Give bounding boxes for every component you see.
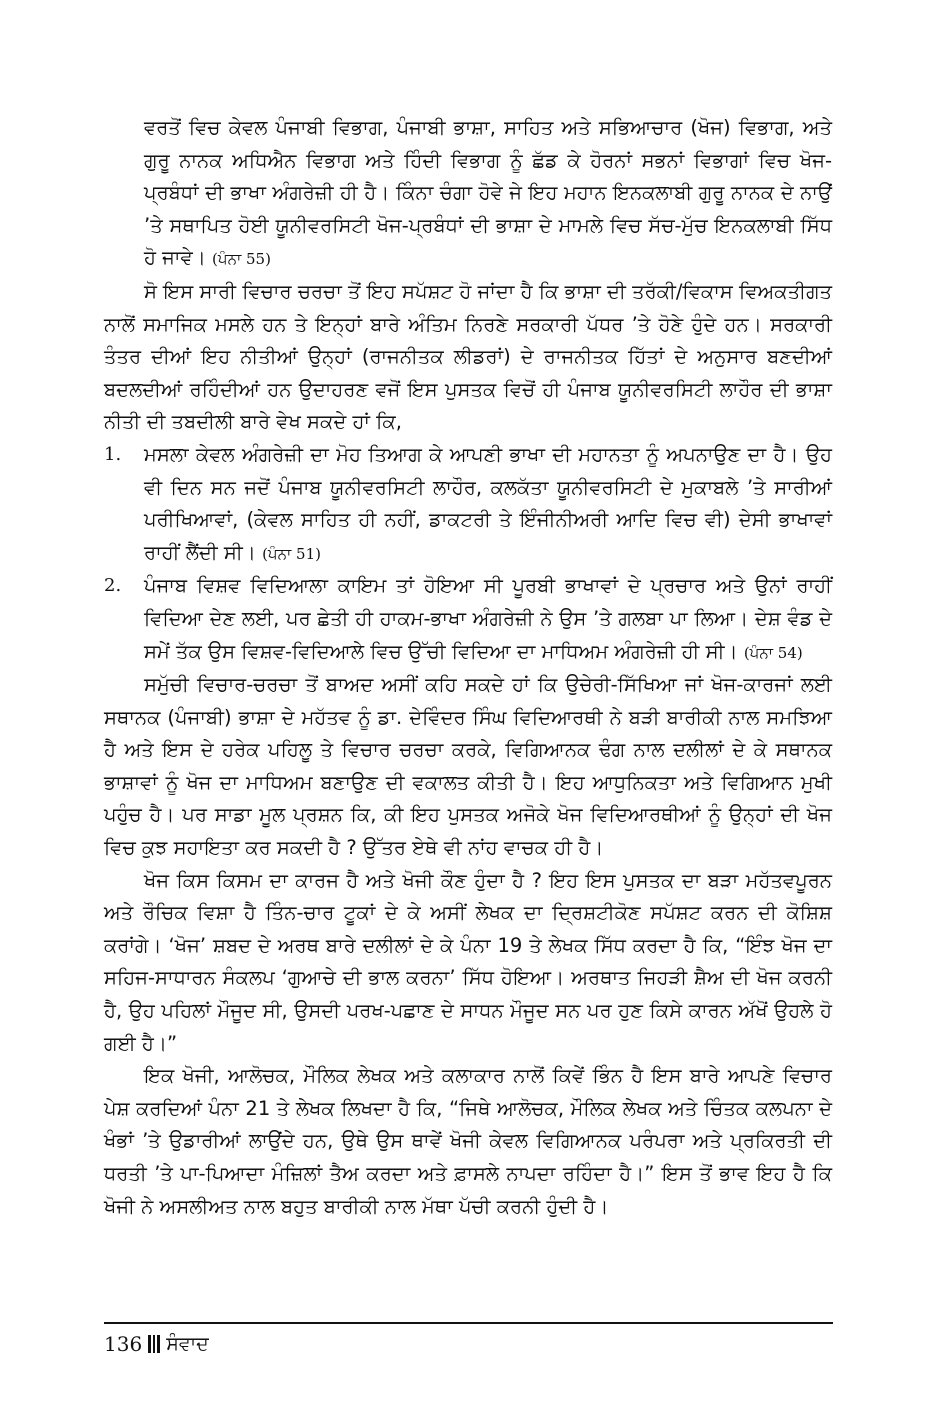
paragraph: ਇਕ ਖੋਜੀ, ਆਲੋਚਕ, ਮੌਲਿਕ ਲੇਖਕ ਅਤੇ ਕਲਾਕਾਰ ਨਾਲੋਂ ਕਿਵੇਂ ਭਿੰਨ ਹੈ ਇਸ ਬਾਰੇ ਆਪਣੇ ਵਿਚਾਰ ਪੇਸ਼ ਕਰਦਿਆਂ ਪੰਨਾ 21 ਤੇ ਲੇਖਕ ਲਿਖਦਾ ਹੈ ਕਿ, “ਜਿਥੇ ਆਲੋਚਕ, ਮੌਲਿਕ ਲੇਖਕ ਅਤੇ ਚਿੰਤਕ ਕਲਪਨਾ ਦੇ ਖੰਭਾਂ ’ਤੇ ਉਡਾਰੀਆਂ ਲਾਉਂਦੇ ਹਨ, ਉਥੇ ਉਸ ਥਾਵੇਂ ਖੋਜੀ ਕੇਵਲ ਵਿਗਿਆਨਕ ਪਰੰਪਰਾ ਅਤੇ ਪ੍ਰਕਿਰਤੀ ਦੀ ਧਰਤੀ ’ਤੇ ਪਾ-ਪਿਆਦਾ ਮੰਜ਼ਿਲਾਂ ਤੈਅ ਕਰਦਾ ਅਤੇ ਫ਼ਾਸਲੇ ਨਾਪਦਾ ਰਹਿੰਦਾ ਹੈ।” ਇਸ ਤੋਂ ਭਾਵ ਇਹ ਹੈ ਕਿ ਖੋਜੀ ਨੇ ਅਸਲੀਅਤ ਨਾਲ ਬਹੁਤ ਬਾਰੀਕੀ ਨਾਲ ਮੱਥਾ ਪੱਚੀ ਕਰਨੀ ਹੁੰਦੀ ਹੈ।: [104, 1064, 832, 1218]
page-number: 136: [104, 1332, 143, 1356]
paragraph: ਸੋ ਇਸ ਸਾਰੀ ਵਿਚਾਰ ਚਰਚਾ ਤੋਂ ਇਹ ਸਪੱਸ਼ਟ ਹੋ ਜਾਂਦਾ ਹੈ ਕਿ ਭਾਸ਼ਾ ਦੀ ਤਰੱਕੀ/ਵਿਕਾਸ ਵਿਅਕਤੀਗਤ ਨਾਲੋਂ ਸਮਾਜਿਕ ਮਸਲੇ ਹਨ ਤੇ ਇਨ੍ਹਾਂ ਬਾਰੇ ਅੰਤਿਮ ਨਿਰਣੇ ਸਰਕਾਰੀ ਪੱਧਰ ’ਤੇ ਹੋਣੇ ਹੁੰਦੇ ਹਨ। ਸਰਕਾਰੀ ਤੰਤਰ ਦੀਆਂ ਇਹ ਨੀਤੀਆਂ ਉਨ੍ਹਾਂ (ਰਾਜਨੀਤਕ ਲੀਡਰਾਂ) ਦੇ ਰਾਜਨੀਤਕ ਹਿੱਤਾਂ ਦੇ ਅਨੁਸਾਰ ਬਣਦੀਆਂ ਬਦਲਦੀਆਂ ਰਹਿੰਦੀਆਂ ਹਨ ਉਦਾਹਰਣ ਵਜੋਂ ਇਸ ਪੁਸਤਕ ਵਿਚੋਂ ਹੀ ਪੰਜਾਬ ਯੂਨੀਵਰਸਿਟੀ ਲਾਹੌਰ ਦੀ ਭਾਸ਼ਾ ਨੀਤੀ ਦੀ ਤਬਦੀਲੀ ਬਾਰੇ ਵੇਖ ਸਕਦੇ ਹਾਂ ਕਿ,: [104, 279, 832, 434]
footer-divider: [104, 1322, 833, 1324]
list-item-text-block: [144, 439, 832, 570]
page-reference: (ਪੰਨਾ 55): [212, 250, 271, 269]
page-reference: (ਪੰਨਾ 54): [743, 643, 803, 662]
list-number: 1.: [104, 443, 122, 465]
list-item-text: ਪੰਜਾਬ ਵਿਸ਼ਵ ਵਿਦਿਆਲਾ ਕਾਇਮ ਤਾਂ ਹੋਇਆ ਸੀ ਪੂਰਬੀ ਭਾਖਾਵਾਂ ਦੇ ਪ੍ਰਚਾਰ ਅਤੇ ਉਨਾਂ ਰਾਹੀਂ ਵਿਦਿਆ ਦੇਣ ਲਈ, ਪਰ ਛੇਤੀ ਹੀ ਹਾਕਮ-ਭਾਖਾ ਅੰਗਰੇਜ਼ੀ ਨੇ ਉਸ ’ਤੇ ਗਲਬਾ ਪਾ ਲਿਆ। ਦੇਸ਼ ਵੰਡ ਦੇ ਸਮੇਂ ਤੱਕ ਉਸ ਵਿਸ਼ਵ-ਵਿਦਿਆਲੇ ਵਿਚ ਉੱਚੀ ਵਿਦਿਆ ਦਾ ਮਾਧਿਅਮ ਅੰਗਰੇਜ਼ੀ ਹੀ ਸੀ।: [144, 574, 832, 663]
paragraph-continuation: [104, 112, 832, 276]
body-text: [104, 112, 832, 1223]
list-item: [104, 439, 832, 570]
journal-name: ਸੰਵਾਦ: [166, 1333, 209, 1355]
paragraph: ਸਮੁੱਚੀ ਵਿਚਾਰ-ਚਰਚਾ ਤੋਂ ਬਾਅਦ ਅਸੀਂ ਕਹਿ ਸਕਦੇ ਹਾਂ ਕਿ ਉਚੇਰੀ-ਸਿੱਖਿਆ ਜਾਂ ਖੋਜ-ਕਾਰਜਾਂ ਲਈ ਸਥਾਨਕ (ਪੰਜਾਬੀ) ਭਾਸ਼ਾ ਦੇ ਮਹੱਤਵ ਨੂੰ ਡਾ. ਦੇਵਿੰਦਰ ਸਿੰਘ ਵਿਦਿਆਰਥੀ ਨੇ ਬੜੀ ਬਾਰੀਕੀ ਨਾਲ ਸਮਝਿਆ ਹੈ ਅਤੇ ਇਸ ਦੇ ਹਰੇਕ ਪਹਿਲੂ ਤੇ ਵਿਚਾਰ ਚਰਚਾ ਕਰਕੇ, ਵਿਗਿਆਨਕ ਢੰਗ ਨਾਲ ਦਲੀਲਾਂ ਦੇ ਕੇ ਸਥਾਨਕ ਭਾਸ਼ਾਵਾਂ ਨੂੰ ਖੋਜ ਦਾ ਮਾਧਿਅਮ ਬਣਾਉਣ ਦੀ ਵਕਾਲਤ ਕੀਤੀ ਹੈ। ਇਹ ਆਧੁਨਿਕਤਾ ਅਤੇ ਵਿਗਿਆਨ ਮੁਖੀ ਪਹੁੰਚ ਹੈ। ਪਰ ਸਾਡਾ ਮੂਲ ਪ੍ਰਸ਼ਨ ਕਿ, ਕੀ ਇਹ ਪੁਸਤਕ ਅਜੋਕੇ ਖੋਜ ਵਿਦਿਆਰਥੀਆਂ ਨੂੰ ਉਨ੍ਹਾਂ ਦੀ ਖੋਜ ਵਿਚ ਕੁਝ ਸਹਾਇਤਾ ਕਰ ਸਕਦੀ ਹੈ ? ਉੱਤਰ ਏਥੇ ਵੀ ਨਾਂਹ ਵਾਚਕ ਹੀ ਹੈ।: [104, 673, 832, 860]
paragraph: ਖੋਜ ਕਿਸ ਕਿਸਮ ਦਾ ਕਾਰਜ ਹੈ ਅਤੇ ਖੋਜੀ ਕੌਣ ਹੁੰਦਾ ਹੈ ? ਇਹ ਇਸ ਪੁਸਤਕ ਦਾ ਬੜਾ ਮਹੱਤਵਪੂਰਨ ਅਤੇ ਰੌਚਿਕ ਵਿਸ਼ਾ ਹੈ ਤਿੰਨ-ਚਾਰ ਟੂਕਾਂ ਦੇ ਕੇ ਅਸੀਂ ਲੇਖਕ ਦਾ ਦ੍ਰਿਸ਼ਟੀਕੋਣ ਸਪੱਸ਼ਟ ਕਰਨ ਦੀ ਕੋਸ਼ਿਸ਼ ਕਰਾਂਗੇ। ‘ਖੋਜ’ ਸ਼ਬਦ ਦੇ ਅਰਥ ਬਾਰੇ ਦਲੀਲਾਂ ਦੇ ਕੇ ਪੰਨਾ 19 ਤੇ ਲੇਖਕ ਸਿੱਧ ਕਰਦਾ ਹੈ ਕਿ, “ਇੰਝ ਖੋਜ ਦਾ ਸਹਿਜ-ਸਾਧਾਰਨ ਸੰਕਲਪ ‘ਗੁਆਚੇ ਦੀ ਭਾਲ ਕਰਨਾ’ ਸਿੱਧ ਹੋਇਆ। ਅਰਥਾਤ ਜਿਹੜੀ ਸ਼ੈਅ ਦੀ ਖੋਜ ਕਰਨੀ ਹੈ, ਉਹ ਪਹਿਲਾਂ ਮੌਜੂਦ ਸੀ, ਉਸਦੀ ਪਰਖ-ਪਛਾਣ ਦੇ ਸਾਧਨ ਮੌਜੂਦ ਸਨ ਪਰ ਹੁਣ ਕਿਸੇ ਕਾਰਨ ਅੱਖੋਂ ਉਹਲੇ ਹੋ ਗਈ ਹੈ।”: [104, 868, 832, 1055]
page-footer: [104, 1330, 209, 1358]
list-number: 2.: [104, 575, 122, 597]
page-reference: (ਪੰਨਾ 51): [262, 544, 321, 563]
list-item-text-block: [144, 570, 832, 669]
list-item: [104, 570, 832, 669]
paragraph-text: ਵਰਤੋਂ ਵਿਚ ਕੇਵਲ ਪੰਜਾਬੀ ਵਿਭਾਗ, ਪੰਜਾਬੀ ਭਾਸ਼ਾ, ਸਾਹਿਤ ਅਤੇ ਸਭਿਆਚਾਰ (ਖੋਜ) ਵਿਭਾਗ, ਅਤੇ ਗੁਰੂ ਨਾਨਕ ਅਧਿਐਨ ਵਿਭਾਗ ਅਤੇ ਹਿੰਦੀ ਵਿਭਾਗ ਨੂੰ ਛੱਡ ਕੇ ਹੋਰਨਾਂ ਸਭਨਾਂ ਵਿਭਾਗਾਂ ਵਿਚ ਖੋਜ-ਪ੍ਰਬੰਧਾਂ ਦੀ ਭਾਖਾ ਅੰਗਰੇਜ਼ੀ ਹੀ ਹੈ। ਕਿੰਨਾ ਚੰਗਾ ਹੋਵੇ ਜੇ ਇਹ ਮਹਾਨ ਇਨਕਲਾਬੀ ਗੁਰੂ ਨਾਨਕ ਦੇ ਨਾਉਂ ’ਤੇ ਸਥਾਪਿਤ ਹੋਈ ਯੂਨੀਵਰਸਿਟੀ ਖੋਜ-ਪ੍ਰਬੰਧਾਂ ਦੀ ਭਾਸ਼ਾ ਦੇ ਮਾਮਲੇ ਵਿਚ ਸੱਚ-ਮੁੱਚ ਇਨਕਲਾਬੀ ਸਿੱਧ ਹੋ ਜਾਵੇ।: [144, 116, 832, 270]
bars-icon: [148, 1334, 160, 1354]
list-item-text: ਮਸਲਾ ਕੇਵਲ ਅੰਗਰੇਜ਼ੀ ਦਾ ਮੋਹ ਤਿਆਗ ਕੇ ਆਪਣੀ ਭਾਖਾ ਦੀ ਮਹਾਨਤਾ ਨੂੰ ਅਪਨਾਉਣ ਦਾ ਹੈ। ਉਹ ਵੀ ਦਿਨ ਸਨ ਜਦੋਂ ਪੰਜਾਬ ਯੂਨੀਵਰਸਿਟੀ ਲਾਹੌਰ, ਕਲਕੱਤਾ ਯੂਨੀਵਰਸਿਟੀ ਦੇ ਮੁਕਾਬਲੇ ’ਤੇ ਸਾਰੀਆਂ ਪਰੀਖਿਆਵਾਂ, (ਕੇਵਲ ਸਾਹਿਤ ਹੀ ਨਹੀਂ, ਡਾਕਟਰੀ ਤੇ ਇੰਜੀਨੀਅਰੀ ਆਦਿ ਵਿਚ ਵੀ) ਦੇਸੀ ਭਾਖਾਵਾਂ ਰਾਹੀਂ ਲੈਂਦੀ ਸੀ।: [144, 442, 832, 564]
